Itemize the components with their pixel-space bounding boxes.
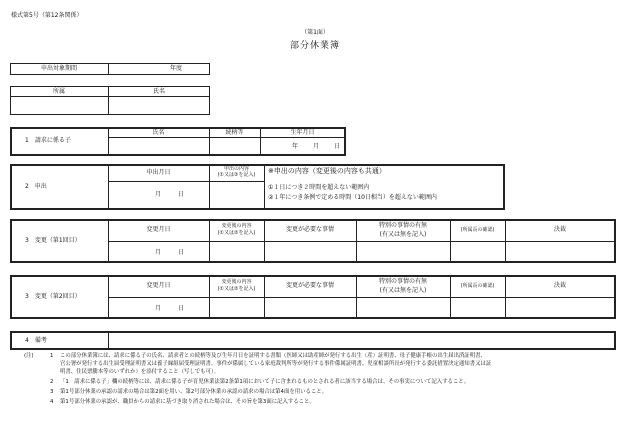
- notes-label: (注): [24, 353, 34, 359]
- child-birth-label: 生年月日: [290, 129, 315, 136]
- note-2: 「1 請求に係る子」欄の続柄等には、請求に係る子が育児休業法第2条第1項において子に含まれるものとされる者に該当する場合は、その事実について記入すること。: [60, 379, 470, 385]
- child-relation-label: 続柄等: [225, 129, 244, 136]
- note-3: 第1号部分休業の承認の請求の場合は第2面を用い、第2号部分休業の承認の請求の場合は第4面を用いること。: [60, 389, 328, 395]
- dept-label: 所属: [52, 88, 65, 95]
- change1-reason-field[interactable]: [265, 242, 355, 261]
- name-label: 氏名: [152, 88, 165, 95]
- change1-date-field[interactable]: [109, 242, 208, 261]
- change1-content-field[interactable]: [210, 242, 263, 261]
- name-field[interactable]: [109, 97, 209, 114]
- note-1-line-1: この部分休業簿には、請求に係る子の氏名、請求者との続柄等及び生年月日を証明する書類（医師又は助産師が発行する出生（産）証明書、母子健康手帳の出生届出済証明書、: [60, 353, 486, 359]
- note-4-number: 4: [50, 399, 54, 405]
- dept-field[interactable]: [11, 97, 107, 114]
- note-1-number: 1: [50, 353, 54, 359]
- period-year-field[interactable]: [110, 64, 166, 74]
- change2-reason-field[interactable]: [265, 298, 355, 317]
- change1-date-label: 変更月日: [146, 226, 171, 233]
- child-birth-field[interactable]: [261, 138, 344, 154]
- page-title: 部分休業簿: [289, 41, 340, 51]
- request-option-1: ①１日につき２時間を超えない範囲内: [268, 184, 370, 191]
- change1-special-sub: (有又は無を記入): [379, 231, 427, 238]
- request-content-label: 申出の内容: [223, 166, 249, 172]
- birth-day-unit: 日: [334, 143, 341, 150]
- change1-special-label: 特別の事情の有無: [378, 222, 427, 229]
- form-number: 様式第5号（第12条関係）: [11, 12, 83, 19]
- change2-section-label: 3 変更（第2回目）: [25, 293, 81, 300]
- change1-reason-label: 変更が必要な事情: [285, 226, 334, 233]
- note-1-line-2: 官公署が発行する出生届受理証明書又は養子縁組届受理証明書、事件が係属している家庭裁判所等が発行する事件係属証明書、児童相談所長が発行する委託措置決定通知書又は証: [60, 361, 492, 367]
- child-relation-field[interactable]: [210, 138, 259, 154]
- request-day-unit: 日: [178, 191, 185, 198]
- change2-month-unit: 月: [155, 305, 162, 312]
- change2-head-confirm: (所属長の確認): [460, 283, 495, 289]
- change2-decision: 決裁: [553, 282, 566, 289]
- request-content-sub: (①又は②を記入): [217, 172, 256, 178]
- remarks-field[interactable]: [109, 333, 614, 348]
- request-date-field[interactable]: [109, 182, 208, 208]
- change1-day-unit: 日: [178, 249, 185, 256]
- change1-decision: 決裁: [553, 226, 566, 233]
- change2-content-label: 変更後の内容: [221, 279, 252, 285]
- request-date-label: 申出月日: [146, 169, 171, 176]
- note-3-number: 3: [50, 389, 54, 395]
- change1-head-confirm: (所属長の確認): [460, 227, 495, 233]
- change2-special-sub: (有又は無を記入): [379, 287, 427, 294]
- change1-special-field[interactable]: [357, 242, 449, 261]
- request-content-field[interactable]: [210, 182, 263, 208]
- request-mark: ※申出の内容（変更後の内容も共通）: [268, 167, 386, 175]
- note-4: 第1号部分休業の承認が、職員からの請求に基づき取り消された場合は、その旨を第3面に記入すること。: [60, 399, 315, 405]
- request-option-2: ②１年につき条例で定める時間（10日相当）を超えない範囲内: [268, 194, 437, 201]
- change2-day-unit: 日: [178, 305, 185, 312]
- change2-date-label: 変更月日: [146, 282, 171, 289]
- change2-date-field[interactable]: [109, 298, 208, 317]
- change2-content-sub: (①又は②を記入): [217, 286, 256, 292]
- change2-special-field[interactable]: [357, 298, 449, 317]
- child-section-label: 1 請求に係る子: [25, 137, 71, 144]
- period-label: 申出対象期間: [40, 65, 77, 72]
- change2-special-label: 特別の事情の有無: [378, 278, 427, 285]
- birth-month-unit: 月: [313, 143, 320, 150]
- period-unit: 年度: [170, 65, 183, 72]
- remarks-section-label: 4 備考: [25, 337, 47, 344]
- child-name-field[interactable]: [109, 138, 208, 154]
- note-1-line-3: 明書、住民票騰本等のいずれか）を添付すること（写しでも可）。: [60, 369, 220, 375]
- change1-content-sub: (①又は②を記入): [217, 230, 256, 236]
- child-name-label: 氏名: [152, 129, 165, 136]
- change2-reason-label: 変更が必要な事情: [285, 282, 334, 289]
- change1-section-label: 3 変更（第1回目）: [25, 237, 81, 244]
- page-label: （第1面）: [301, 29, 329, 36]
- request-month-unit: 月: [155, 191, 162, 198]
- note-2-number: 2: [50, 379, 54, 385]
- change1-month-unit: 月: [155, 249, 162, 256]
- request-section-label: 2 申出: [25, 183, 47, 190]
- birth-year-unit: 年: [292, 143, 299, 150]
- change1-content-label: 変更後の内容: [221, 223, 252, 229]
- change2-content-field[interactable]: [210, 298, 263, 317]
